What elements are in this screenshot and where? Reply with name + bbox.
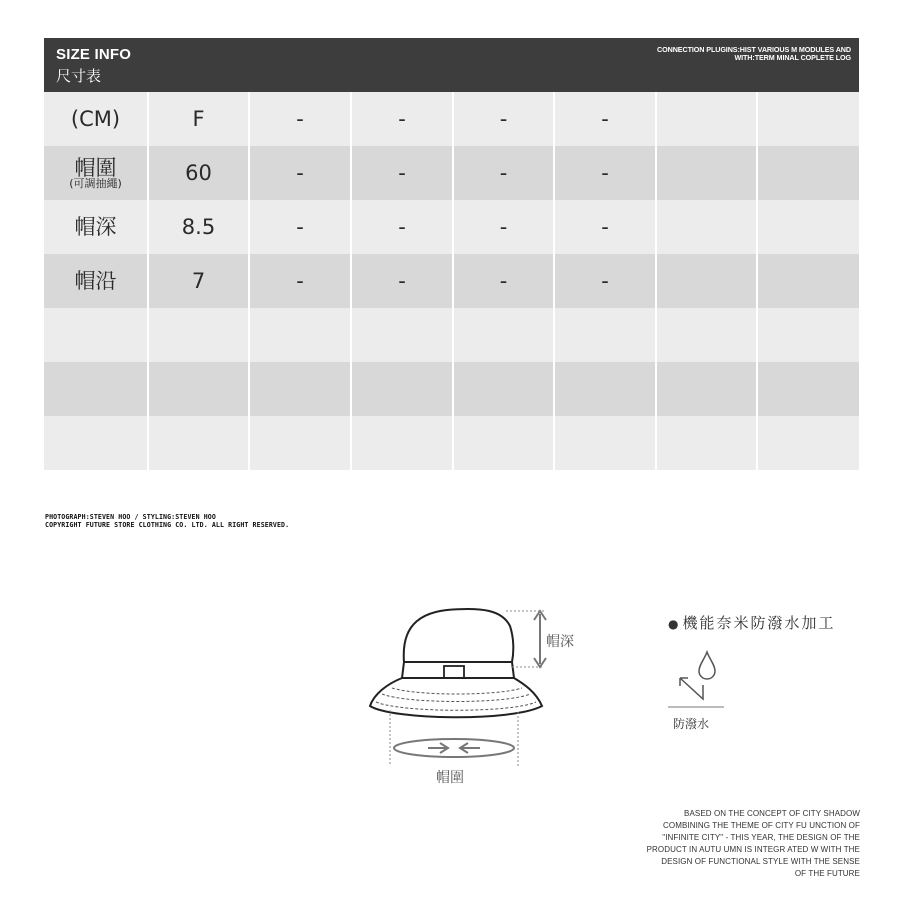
- table-cell: [148, 308, 249, 362]
- circumference-label: 帽圍: [436, 770, 464, 786]
- table-cell: -: [249, 146, 351, 200]
- table-row: [44, 254, 859, 308]
- table-cell: [757, 254, 859, 308]
- table-cell: [148, 362, 249, 416]
- row-label-cell: [44, 416, 148, 470]
- feature-title-text: 機能奈米防潑水加工: [682, 614, 836, 632]
- header-note: [591, 46, 851, 62]
- table-cell: [757, 308, 859, 362]
- concept-line: PRODUCT IN AUTU UMN IS INTEGR ATED W WITH THE: [646, 845, 860, 854]
- table-cell: [249, 362, 351, 416]
- feature-title: [668, 612, 836, 633]
- table-cell: [757, 416, 859, 470]
- table-cell: -: [554, 92, 656, 146]
- table-cell: [249, 416, 351, 470]
- table-cell: -: [351, 146, 453, 200]
- table-cell: [757, 200, 859, 254]
- table-cell: [656, 146, 757, 200]
- table-cell: [554, 416, 656, 470]
- table-row: [44, 146, 859, 200]
- header-note-line: WITH:TERM MINAL COPLETE LOG: [734, 53, 851, 62]
- copyright-line: COPYRIGHT FUTURE STORE CLOTHING CO. LTD. ALL RIGHT RESERVED.: [45, 521, 290, 529]
- table-cell: [656, 308, 757, 362]
- concept-line: COMBINING THE THEME OF CITY FU UNCTION OF: [663, 821, 860, 830]
- concept-line: OF THE FUTURE: [794, 869, 860, 878]
- row-label-note: (可調抽繩): [69, 177, 122, 190]
- table-cell: F: [148, 92, 249, 146]
- table-cell: -: [351, 92, 453, 146]
- bullet-icon: ●: [668, 617, 681, 631]
- row-label: 帽深: [74, 215, 117, 239]
- table-cell: [148, 416, 249, 470]
- table-cell: -: [453, 254, 554, 308]
- table-row: [44, 416, 859, 470]
- table-cell: [757, 92, 859, 146]
- row-label: 帽沿: [74, 269, 117, 293]
- row-label-cell: [44, 308, 148, 362]
- row-label-cell: [44, 254, 148, 308]
- header-note-line: CONNECTION PLUGINS:HIST VARIOUS M MODULES AND: [657, 45, 851, 54]
- table-row: [44, 92, 859, 146]
- table-cell: 60: [148, 146, 249, 200]
- table-cell: -: [554, 254, 656, 308]
- depth-label: 帽深: [546, 634, 574, 650]
- row-label: 帽圍: [74, 156, 117, 180]
- table-cell: 7: [148, 254, 249, 308]
- credit-line: PHOTOGRAPH:STEVEN HOO / STYLING:STEVEN HOO: [45, 513, 216, 521]
- row-label-cell: [44, 92, 148, 146]
- size-info-subtitle: 尺寸表: [56, 67, 102, 85]
- table-cell: [453, 362, 554, 416]
- row-label: (CM): [70, 107, 121, 131]
- table-row: [44, 308, 859, 362]
- table-cell: [656, 200, 757, 254]
- table-cell: -: [554, 146, 656, 200]
- table-cell: 8.5: [148, 200, 249, 254]
- table-cell: -: [453, 146, 554, 200]
- table-row: [44, 362, 859, 416]
- table-cell: [351, 362, 453, 416]
- concept-line: BASED ON THE CONCEPT OF CITY SHADOW: [684, 809, 860, 818]
- table-cell: [554, 308, 656, 362]
- concept-description: [610, 808, 860, 880]
- size-table: [44, 92, 859, 470]
- water-drop-icon: [668, 648, 728, 710]
- table-cell: -: [453, 92, 554, 146]
- table-cell: [656, 362, 757, 416]
- table-cell: [351, 416, 453, 470]
- table-cell: -: [351, 200, 453, 254]
- size-info-header: [44, 38, 859, 92]
- table-cell: [351, 308, 453, 362]
- size-info-title: SIZE INFO: [56, 46, 132, 63]
- table-row: [44, 200, 859, 254]
- table-cell: -: [554, 200, 656, 254]
- bucket-hat-diagram: [362, 598, 592, 793]
- table-cell: [554, 362, 656, 416]
- table-cell: [757, 146, 859, 200]
- table-cell: -: [249, 92, 351, 146]
- table-cell: -: [453, 200, 554, 254]
- table-cell: [656, 92, 757, 146]
- table-cell: [757, 362, 859, 416]
- photo-credits: [45, 513, 289, 529]
- table-cell: -: [249, 200, 351, 254]
- table-cell: [453, 416, 554, 470]
- table-cell: [249, 308, 351, 362]
- table-cell: [656, 416, 757, 470]
- table-cell: -: [249, 254, 351, 308]
- row-label-cell: [44, 146, 148, 200]
- concept-line: DESIGN OF FUNCTIONAL STYLE WITH THE SENSE: [661, 857, 860, 866]
- table-cell: [656, 254, 757, 308]
- row-label-cell: [44, 362, 148, 416]
- table-cell: -: [351, 254, 453, 308]
- table-cell: [453, 308, 554, 362]
- water-repellent-label: 防潑水: [673, 717, 710, 731]
- row-label-cell: [44, 200, 148, 254]
- concept-line: "INFINITE CITY" - THIS YEAR, THE DESIGN OF THE: [662, 833, 860, 842]
